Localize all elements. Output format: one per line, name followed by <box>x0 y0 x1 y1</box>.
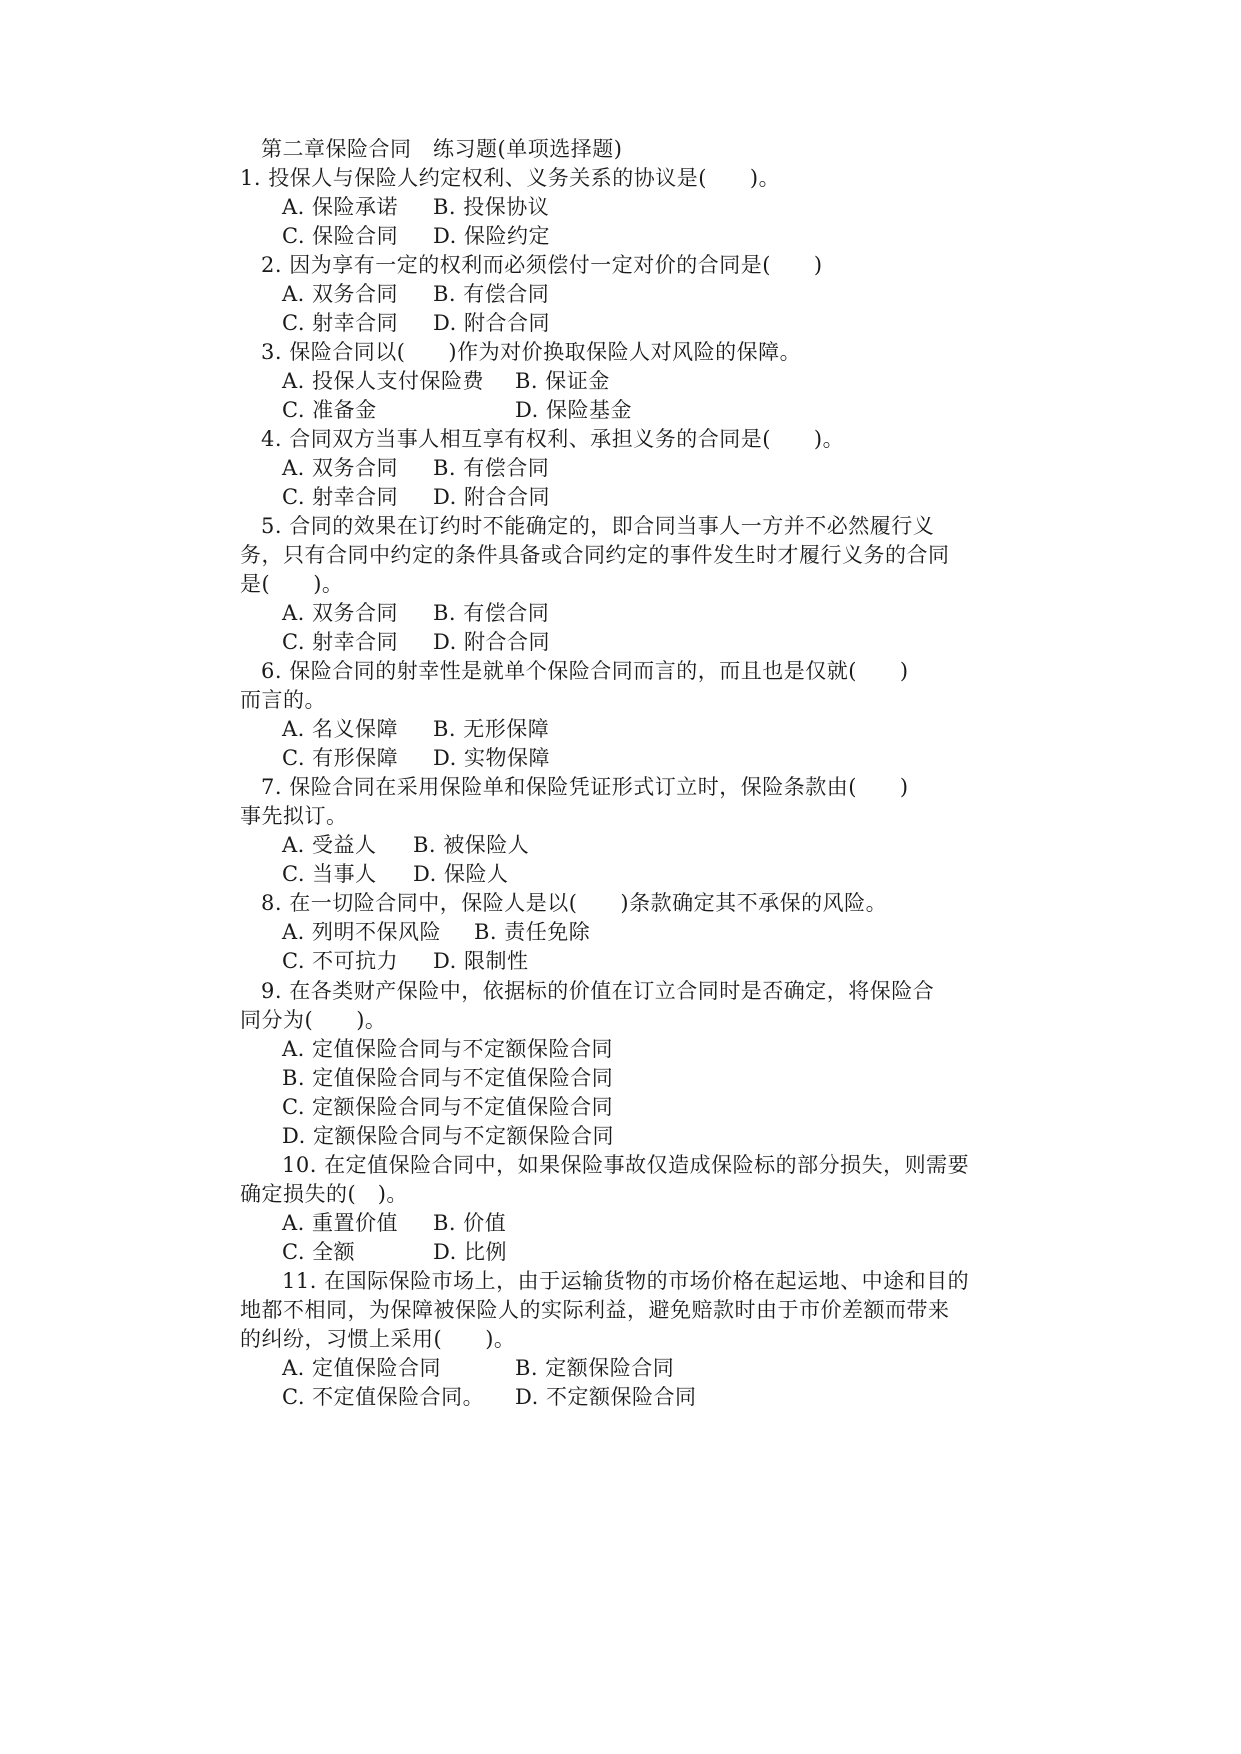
q8-option-c: C. 不可抗力 <box>282 949 399 973</box>
question-8-text: 8. 在一切险合同中，保险人是以( )条款确定其不承保的风险。 <box>261 891 888 915</box>
q1-option-d: D. 保险约定 <box>433 224 550 248</box>
q5-option-d: D. 附合合同 <box>433 630 550 654</box>
question-1-text: 1. 投保人与保险人约定权利、义务关系的协议是( )。 <box>240 166 781 190</box>
q11-option-c: C. 不定值保险合同。 <box>282 1385 485 1409</box>
q7-option-b: B. 被保险人 <box>413 833 530 857</box>
q10-option-d: D. 比例 <box>433 1240 507 1264</box>
q1-option-b: B. 投保协议 <box>433 195 550 219</box>
q7-option-d: D. 保险人 <box>413 862 509 886</box>
question-11-text-line-3: 的纠纷，习惯上采用( )。 <box>240 1327 516 1351</box>
q3-option-d: D. 保险基金 <box>515 398 632 422</box>
q10-option-a: A. 重置价值 <box>282 1211 399 1235</box>
q2-option-a: A. 双务合同 <box>282 282 399 306</box>
q10-option-c: C. 全额 <box>282 1240 356 1264</box>
question-11-text-line-1: 11. 在国际保险市场上，由于运输货物的市场价格在起运地、中途和目的 <box>282 1269 970 1293</box>
q5-option-c: C. 射幸合同 <box>282 630 399 654</box>
q11-option-d: D. 不定额保险合同 <box>515 1385 697 1409</box>
q10-option-b: B. 价值 <box>433 1211 507 1235</box>
question-5-text-line-3: 是( )。 <box>240 572 344 596</box>
q6-option-b: B. 无形保障 <box>433 717 550 741</box>
q5-option-a: A. 双务合同 <box>282 601 399 625</box>
q3-option-a: A. 投保人支付保险费 <box>282 369 485 393</box>
q2-option-c: C. 射幸合同 <box>282 311 399 335</box>
question-6-text-line-2: 而言的。 <box>240 688 326 712</box>
q3-option-c: C. 准备金 <box>282 398 377 422</box>
question-10-text-line-2: 确定损失的( )。 <box>240 1182 408 1206</box>
q4-option-d: D. 附合合同 <box>433 485 550 509</box>
q8-option-a: A. 列明不保风险 <box>282 920 442 944</box>
q7-option-a: A. 受益人 <box>282 833 377 857</box>
q9-option-c: C. 定额保险合同与不定值保险合同 <box>282 1095 614 1119</box>
question-5-text-line-1: 5. 合同的效果在订约时不能确定的，即合同当事人一方并不必然履行义 <box>261 514 935 538</box>
question-5-text-line-2: 务，只有合同中约定的条件具备或合同约定的事件发生时才履行义务的合同 <box>240 543 950 567</box>
q8-option-b: B. 责任免除 <box>474 920 591 944</box>
q5-option-b: B. 有偿合同 <box>433 601 550 625</box>
question-10-text-line-1: 10. 在定值保险合同中，如果保险事故仅造成保险标的部分损失，则需要 <box>282 1153 970 1177</box>
q6-option-d: D. 实物保障 <box>433 746 550 770</box>
q9-option-b: B. 定值保险合同与不定值保险合同 <box>282 1066 614 1090</box>
q2-option-b: B. 有偿合同 <box>433 282 550 306</box>
question-11-text-line-2: 地都不相同，为保障被保险人的实际利益，避免赔款时由于市价差额而带来 <box>240 1298 950 1322</box>
q8-option-d: D. 限制性 <box>433 949 529 973</box>
q7-option-c: C. 当事人 <box>282 862 377 886</box>
question-7-text-line-2: 事先拟订。 <box>240 804 348 828</box>
question-6-text-line-1: 6. 保险合同的射幸性是就单个保险合同而言的，而且也是仅就( ) <box>261 659 909 683</box>
q6-option-c: C. 有形保障 <box>282 746 399 770</box>
q4-option-c: C. 射幸合同 <box>282 485 399 509</box>
question-2-text: 2. 因为享有一定的权利而必须偿付一定对价的合同是( ) <box>261 253 823 277</box>
q3-option-b: B. 保证金 <box>515 369 610 393</box>
question-9-text-line-1: 9. 在各类财产保险中，依据标的价值在订立合同时是否确定，将保险合 <box>261 979 935 1003</box>
q9-option-a: A. 定值保险合同与不定额保险合同 <box>282 1037 614 1061</box>
question-4-text: 4. 合同双方当事人相互享有权利、承担义务的合同是( )。 <box>261 427 845 451</box>
question-3-text: 3. 保险合同以( )作为对价换取保险人对风险的保障。 <box>261 340 802 364</box>
q11-option-b: B. 定额保险合同 <box>515 1356 675 1380</box>
q6-option-a: A. 名义保障 <box>282 717 399 741</box>
q2-option-d: D. 附合合同 <box>433 311 550 335</box>
question-9-text-line-2: 同分为( )。 <box>240 1008 387 1032</box>
q1-option-c: C. 保险合同 <box>282 224 399 248</box>
page-title: 第二章保险合同 练习题(单项选择题) <box>261 137 623 161</box>
q11-option-a: A. 定值保险合同 <box>282 1356 442 1380</box>
q4-option-a: A. 双务合同 <box>282 456 399 480</box>
q9-option-d: D. 定额保险合同与不定额保险合同 <box>282 1124 614 1148</box>
question-7-text-line-1: 7. 保险合同在采用保险单和保险凭证形式订立时，保险条款由( ) <box>261 775 909 799</box>
q4-option-b: B. 有偿合同 <box>433 456 550 480</box>
q1-option-a: A. 保险承诺 <box>282 195 399 219</box>
